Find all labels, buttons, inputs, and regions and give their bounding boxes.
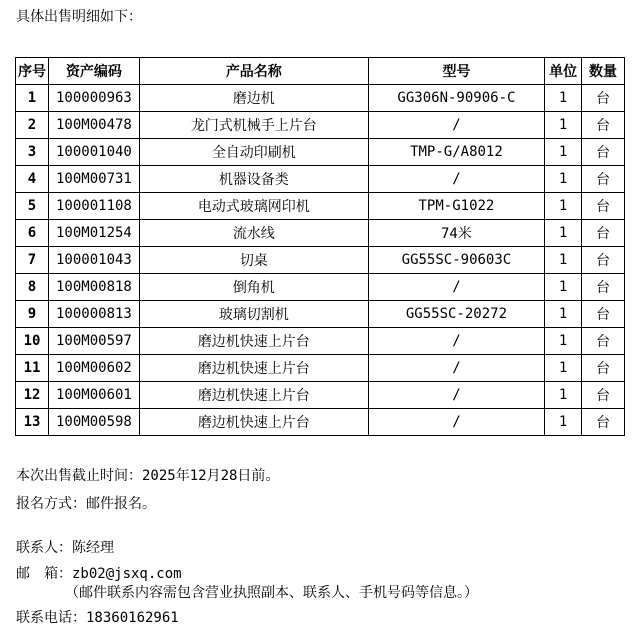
cell-model: GG55SC-20272: [368, 301, 544, 328]
cell-asset-code: 100000813: [49, 301, 140, 328]
cell-index: 10: [16, 328, 49, 355]
table-row: [16, 409, 625, 436]
table-row: [16, 166, 625, 193]
cell-quantity: 台: [582, 85, 625, 112]
cell-unit: 1: [545, 193, 582, 220]
cell-model: TMP-G/A8012: [368, 139, 544, 166]
cell-product-name: 玻璃切割机: [139, 301, 368, 328]
table-row: [16, 355, 625, 382]
cell-product-name: 切桌: [139, 247, 368, 274]
cell-index: 7: [16, 247, 49, 274]
cell-quantity: 台: [582, 382, 625, 409]
cell-asset-code: 100001108: [49, 193, 140, 220]
email-value: zb02@jsxq.com: [72, 566, 182, 582]
cell-quantity: 台: [582, 193, 625, 220]
cell-unit: 1: [545, 85, 582, 112]
signup-method-line: 报名方式：邮件报名。: [16, 496, 156, 512]
table-row: [16, 301, 625, 328]
table-row: [16, 112, 625, 139]
cell-product-name: 流水线: [139, 220, 368, 247]
cell-quantity: 台: [582, 247, 625, 274]
cell-unit: 1: [545, 139, 582, 166]
cell-unit: 1: [545, 355, 582, 382]
cell-asset-code: 100M00818: [49, 274, 140, 301]
cell-asset-code: 100M00478: [49, 112, 140, 139]
cell-model: /: [368, 166, 544, 193]
column-header-model: 型号: [368, 58, 544, 85]
phone-label: 联系电话：: [16, 610, 86, 626]
cell-index: 11: [16, 355, 49, 382]
cell-asset-code: 100001040: [49, 139, 140, 166]
column-header-product: 产品名称: [139, 58, 368, 85]
cell-product-name: 磨边机快速上片台: [139, 409, 368, 436]
deadline-line: 本次出售截止时间：2025年12月28日前。: [16, 468, 280, 484]
cell-quantity: 台: [582, 139, 625, 166]
cell-model: /: [368, 355, 544, 382]
cell-index: 6: [16, 220, 49, 247]
cell-product-name: 电动式玻璃网印机: [139, 193, 368, 220]
assets-table: [15, 57, 625, 436]
cell-product-name: 全自动印刷机: [139, 139, 368, 166]
column-header-index: 序号: [16, 58, 49, 85]
column-header-asset-code: 资产编码: [49, 58, 140, 85]
page-title: 具体出售明细如下：: [16, 9, 142, 25]
cell-index: 12: [16, 382, 49, 409]
table-row: [16, 193, 625, 220]
cell-index: 9: [16, 301, 49, 328]
cell-quantity: 台: [582, 355, 625, 382]
cell-asset-code: 100001043: [49, 247, 140, 274]
cell-asset-code: 100M01254: [49, 220, 140, 247]
cell-product-name: 磨边机快速上片台: [139, 382, 368, 409]
table-row: [16, 274, 625, 301]
phone-line: [16, 610, 625, 627]
cell-quantity: 台: [582, 274, 625, 301]
table-row: [16, 328, 625, 355]
cell-unit: 1: [545, 112, 582, 139]
cell-model: /: [368, 328, 544, 355]
cell-model: /: [368, 274, 544, 301]
cell-asset-code: 100M00597: [49, 328, 140, 355]
cell-model: /: [368, 382, 544, 409]
email-line: [16, 566, 625, 583]
contact-person-line: [16, 540, 625, 557]
cell-model: GG55SC-90603C: [368, 247, 544, 274]
cell-product-name: 磨边机快速上片台: [139, 328, 368, 355]
cell-product-name: 磨边机快速上片台: [139, 355, 368, 382]
cell-index: 13: [16, 409, 49, 436]
cell-asset-code: 100M00602: [49, 355, 140, 382]
cell-quantity: 台: [582, 409, 625, 436]
cell-index: 2: [16, 112, 49, 139]
email-note-line: （邮件联系内容需包含营业执照副本、联系人、手机号码等信息。）: [65, 585, 478, 601]
cell-index: 8: [16, 274, 49, 301]
table-row: [16, 220, 625, 247]
cell-index: 4: [16, 166, 49, 193]
table-header-row: [16, 58, 625, 85]
cell-model: 74米: [368, 220, 544, 247]
contact-person-value: 陈经理: [72, 540, 114, 556]
phone-value: 18360162961: [86, 610, 179, 626]
cell-product-name: 龙门式机械手上片台: [139, 112, 368, 139]
cell-asset-code: 100M00601: [49, 382, 140, 409]
cell-unit: 1: [545, 382, 582, 409]
column-header-unit: 单位: [545, 58, 582, 85]
cell-product-name: 机器设备类: [139, 166, 368, 193]
table-row: [16, 85, 625, 112]
cell-index: 5: [16, 193, 49, 220]
cell-unit: 1: [545, 328, 582, 355]
column-header-quantity: 数量: [582, 58, 625, 85]
cell-unit: 1: [545, 301, 582, 328]
cell-unit: 1: [545, 247, 582, 274]
cell-asset-code: 100M00731: [49, 166, 140, 193]
cell-unit: 1: [545, 409, 582, 436]
cell-model: /: [368, 112, 544, 139]
cell-quantity: 台: [582, 112, 625, 139]
cell-unit: 1: [545, 220, 582, 247]
cell-unit: 1: [545, 274, 582, 301]
table-row: [16, 139, 625, 166]
cell-unit: 1: [545, 166, 582, 193]
cell-asset-code: 100000963: [49, 85, 140, 112]
cell-index: 3: [16, 139, 49, 166]
cell-quantity: 台: [582, 328, 625, 355]
cell-quantity: 台: [582, 166, 625, 193]
table-row: [16, 382, 625, 409]
cell-quantity: 台: [582, 220, 625, 247]
cell-product-name: 倒角机: [139, 274, 368, 301]
cell-asset-code: 100M00598: [49, 409, 140, 436]
cell-quantity: 台: [582, 301, 625, 328]
email-label: 邮 箱：: [16, 566, 72, 582]
cell-index: 1: [16, 85, 49, 112]
cell-model: TPM-G1022: [368, 193, 544, 220]
contact-person-label: 联系人：: [16, 540, 72, 556]
cell-model: /: [368, 409, 544, 436]
cell-model: GG306N-90906-C: [368, 85, 544, 112]
cell-product-name: 磨边机: [139, 85, 368, 112]
table-row: [16, 247, 625, 274]
